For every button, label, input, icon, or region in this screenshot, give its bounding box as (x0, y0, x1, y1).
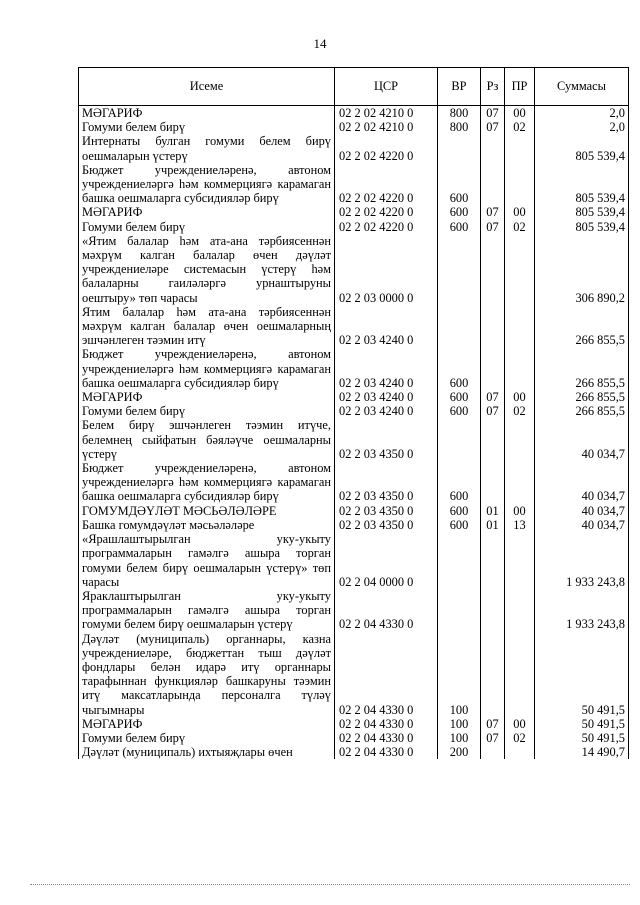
row-name: Яраклаштырылган уку-укыту программаларын гамәлгә ашыра торган гомуми белем бирү оешмаларын үстерү (79, 589, 335, 632)
row-csr: 02 2 02 4210 0 (335, 120, 438, 134)
row-csr: 02 2 04 4330 0 (335, 731, 438, 745)
row-name: Бюджет учреждениеләренә, автоном учреждениеләргә һәм коммерциягә карамаган башка оешмаларга субсидияләр бирү (79, 163, 335, 206)
row-rz: 07 (481, 120, 505, 134)
row-vr: 100 (438, 717, 481, 731)
row-csr: 02 2 04 4330 0 (335, 632, 438, 717)
table-row (79, 504, 629, 518)
row-pr (505, 745, 535, 759)
row-vr (438, 305, 481, 348)
row-sum: 266 855,5 (535, 404, 629, 418)
row-pr (505, 632, 535, 717)
row-rz: 07 (481, 404, 505, 418)
row-rz (481, 305, 505, 348)
row-vr: 600 (438, 390, 481, 404)
row-sum: 805 539,4 (535, 163, 629, 206)
row-vr: 600 (438, 461, 481, 504)
table-row (79, 106, 629, 121)
row-vr: 600 (438, 205, 481, 219)
row-name: Интернаты булган гомуми белем бирү оешмаларын үстерү (79, 134, 335, 162)
row-csr: 02 2 03 4240 0 (335, 390, 438, 404)
row-rz (481, 134, 505, 162)
row-vr: 200 (438, 745, 481, 759)
row-rz: 07 (481, 717, 505, 731)
header-pr: ПР (505, 68, 535, 106)
row-name: ГОМУМДӘҮЛӘТ МӘСЬӘЛӘЛӘРЕ (79, 504, 335, 518)
table-row (79, 518, 629, 532)
row-pr: 00 (505, 717, 535, 731)
row-name: МӘГАРИФ (79, 205, 335, 219)
row-rz: 07 (481, 220, 505, 234)
row-csr: 02 2 04 4330 0 (335, 745, 438, 759)
row-sum: 40 034,7 (535, 504, 629, 518)
row-csr: 02 2 04 4330 0 (335, 717, 438, 731)
budget-table (78, 67, 629, 759)
table-row (79, 220, 629, 234)
row-vr: 100 (438, 731, 481, 745)
row-rz: 07 (481, 205, 505, 219)
row-pr (505, 589, 535, 632)
row-csr: 02 2 02 4220 0 (335, 220, 438, 234)
row-name: МӘГАРИФ (79, 390, 335, 404)
row-csr: 02 2 03 0000 0 (335, 234, 438, 305)
row-pr: 00 (505, 504, 535, 518)
row-pr (505, 234, 535, 305)
row-name: Ятим балалар һәм ата-ана тәрбиясеннән мәхрүм калган балалар өчен оешмаларның эшчәнлеген тәэмин итү (79, 305, 335, 348)
row-rz: 01 (481, 518, 505, 532)
row-sum: 266 855,5 (535, 390, 629, 404)
row-sum: 306 890,2 (535, 234, 629, 305)
row-pr (505, 418, 535, 461)
row-csr: 02 2 03 4240 0 (335, 347, 438, 390)
row-name: Белем бирү эшчәнлеген тәэмин итүче, белемнең сыйфатын бәяләүче оешмаларны үстерү (79, 418, 335, 461)
row-pr: 02 (505, 404, 535, 418)
row-csr: 02 2 03 4350 0 (335, 518, 438, 532)
table-row (79, 205, 629, 219)
row-csr: 02 2 02 4220 0 (335, 205, 438, 219)
row-csr: 02 2 04 0000 0 (335, 532, 438, 589)
row-csr: 02 2 04 4330 0 (335, 589, 438, 632)
row-name: Башка гомумдәүләт мәсьәләләре (79, 518, 335, 532)
row-sum: 50 491,5 (535, 632, 629, 717)
header-rz: Рз (481, 68, 505, 106)
row-rz (481, 461, 505, 504)
row-vr: 600 (438, 504, 481, 518)
row-sum: 266 855,5 (535, 347, 629, 390)
row-pr: 13 (505, 518, 535, 532)
table-row (79, 347, 629, 390)
table-row (79, 731, 629, 745)
row-pr (505, 532, 535, 589)
row-csr: 02 2 03 4350 0 (335, 418, 438, 461)
row-pr: 00 (505, 390, 535, 404)
row-name: МӘГАРИФ (79, 717, 335, 731)
table-row (79, 305, 629, 348)
row-vr (438, 589, 481, 632)
row-sum: 50 491,5 (535, 731, 629, 745)
row-sum: 40 034,7 (535, 518, 629, 532)
page-edge-noise (30, 884, 630, 885)
row-rz (481, 745, 505, 759)
table-row (79, 745, 629, 759)
row-vr: 600 (438, 404, 481, 418)
row-name: Гомуми белем бирү (79, 404, 335, 418)
row-sum: 805 539,4 (535, 134, 629, 162)
header-name: Исеме (79, 68, 335, 106)
row-sum: 2,0 (535, 120, 629, 134)
row-sum: 266 855,5 (535, 305, 629, 348)
row-sum: 14 490,7 (535, 745, 629, 759)
header-vr: ВР (438, 68, 481, 106)
row-csr: 02 2 02 4220 0 (335, 134, 438, 162)
row-name: Дәүләт (муниципаль) ихтыяҗлары өчен (79, 745, 335, 759)
table-row (79, 532, 629, 589)
row-pr (505, 163, 535, 206)
table-row (79, 589, 629, 632)
table-row (79, 163, 629, 206)
row-name: «Ятим балалар һәм ата-ана тәрбиясеннән мәхрүм калган балалар өчен дәүләт учреждениеләре системасын үстерү һәм балаларны гаиләләргә урнаштыруны оештыру» төп чарасы (79, 234, 335, 305)
row-sum: 1 933 243,8 (535, 532, 629, 589)
row-name: Дәүләт (муниципаль) органнары, казна учреждениеләре, бюджеттан тыш дәүләт фондлары белән идарә итү органнары тарафыннан функцияләр башкаруны тәэмин итү максатларында персоналга түләү чыгымнары (79, 632, 335, 717)
row-name: Бюджет учреждениеләренә, автоном учреждениеләргә һәм коммерциягә карамаган башка оешмаларга субсидияләр бирү (79, 347, 335, 390)
header-csr: ЦСР (335, 68, 438, 106)
row-csr: 02 2 03 4350 0 (335, 461, 438, 504)
row-pr: 02 (505, 220, 535, 234)
row-vr: 600 (438, 220, 481, 234)
row-vr (438, 234, 481, 305)
row-sum: 40 034,7 (535, 461, 629, 504)
row-csr: 02 2 02 4210 0 (335, 106, 438, 121)
table-row (79, 717, 629, 731)
row-pr: 00 (505, 106, 535, 121)
row-vr: 600 (438, 347, 481, 390)
row-pr (505, 134, 535, 162)
row-rz: 07 (481, 390, 505, 404)
row-vr (438, 134, 481, 162)
row-rz (481, 234, 505, 305)
row-csr: 02 2 03 4240 0 (335, 404, 438, 418)
row-pr: 00 (505, 205, 535, 219)
row-name: «Ярашлаштырылган уку-укыту программаларын гамәлгә ашыра торган гомуми белем бирү оешмаларын үстерү» төп чарасы (79, 532, 335, 589)
row-rz (481, 532, 505, 589)
row-rz: 01 (481, 504, 505, 518)
row-pr (505, 347, 535, 390)
row-pr (505, 461, 535, 504)
table-row (79, 418, 629, 461)
table-body (79, 106, 629, 760)
row-pr: 02 (505, 731, 535, 745)
row-pr: 02 (505, 120, 535, 134)
row-sum: 50 491,5 (535, 717, 629, 731)
row-csr: 02 2 03 4350 0 (335, 504, 438, 518)
row-sum: 1 933 243,8 (535, 589, 629, 632)
row-name: Гомуми белем бирү (79, 731, 335, 745)
table-header-row (79, 68, 629, 106)
table-row (79, 404, 629, 418)
table-row (79, 632, 629, 717)
page-number: 14 (313, 36, 327, 51)
table-row (79, 134, 629, 162)
row-vr: 800 (438, 106, 481, 121)
row-name: Гомуми белем бирү (79, 220, 335, 234)
row-rz: 07 (481, 731, 505, 745)
row-csr: 02 2 03 4240 0 (335, 305, 438, 348)
row-vr (438, 532, 481, 589)
row-name: МӘГАРИФ (79, 106, 335, 121)
header-sum: Суммасы (535, 68, 629, 106)
row-vr: 600 (438, 518, 481, 532)
row-vr: 100 (438, 632, 481, 717)
row-rz (481, 589, 505, 632)
row-vr: 600 (438, 163, 481, 206)
row-rz (481, 632, 505, 717)
row-sum: 805 539,4 (535, 205, 629, 219)
row-vr (438, 418, 481, 461)
row-sum: 805 539,4 (535, 220, 629, 234)
row-rz (481, 418, 505, 461)
table-row (79, 390, 629, 404)
table-row (79, 120, 629, 134)
row-rz: 07 (481, 106, 505, 121)
row-vr: 800 (438, 120, 481, 134)
row-name: Гомуми белем бирү (79, 120, 335, 134)
row-sum: 40 034,7 (535, 418, 629, 461)
row-sum: 2,0 (535, 106, 629, 121)
row-csr: 02 2 02 4220 0 (335, 163, 438, 206)
row-pr (505, 305, 535, 348)
row-name: Бюджет учреждениеләренә, автоном учреждениеләргә һәм коммерциягә карамаган башка оешмаларга субсидияләр бирү (79, 461, 335, 504)
table-row (79, 234, 629, 305)
row-rz (481, 163, 505, 206)
row-rz (481, 347, 505, 390)
table-row (79, 461, 629, 504)
